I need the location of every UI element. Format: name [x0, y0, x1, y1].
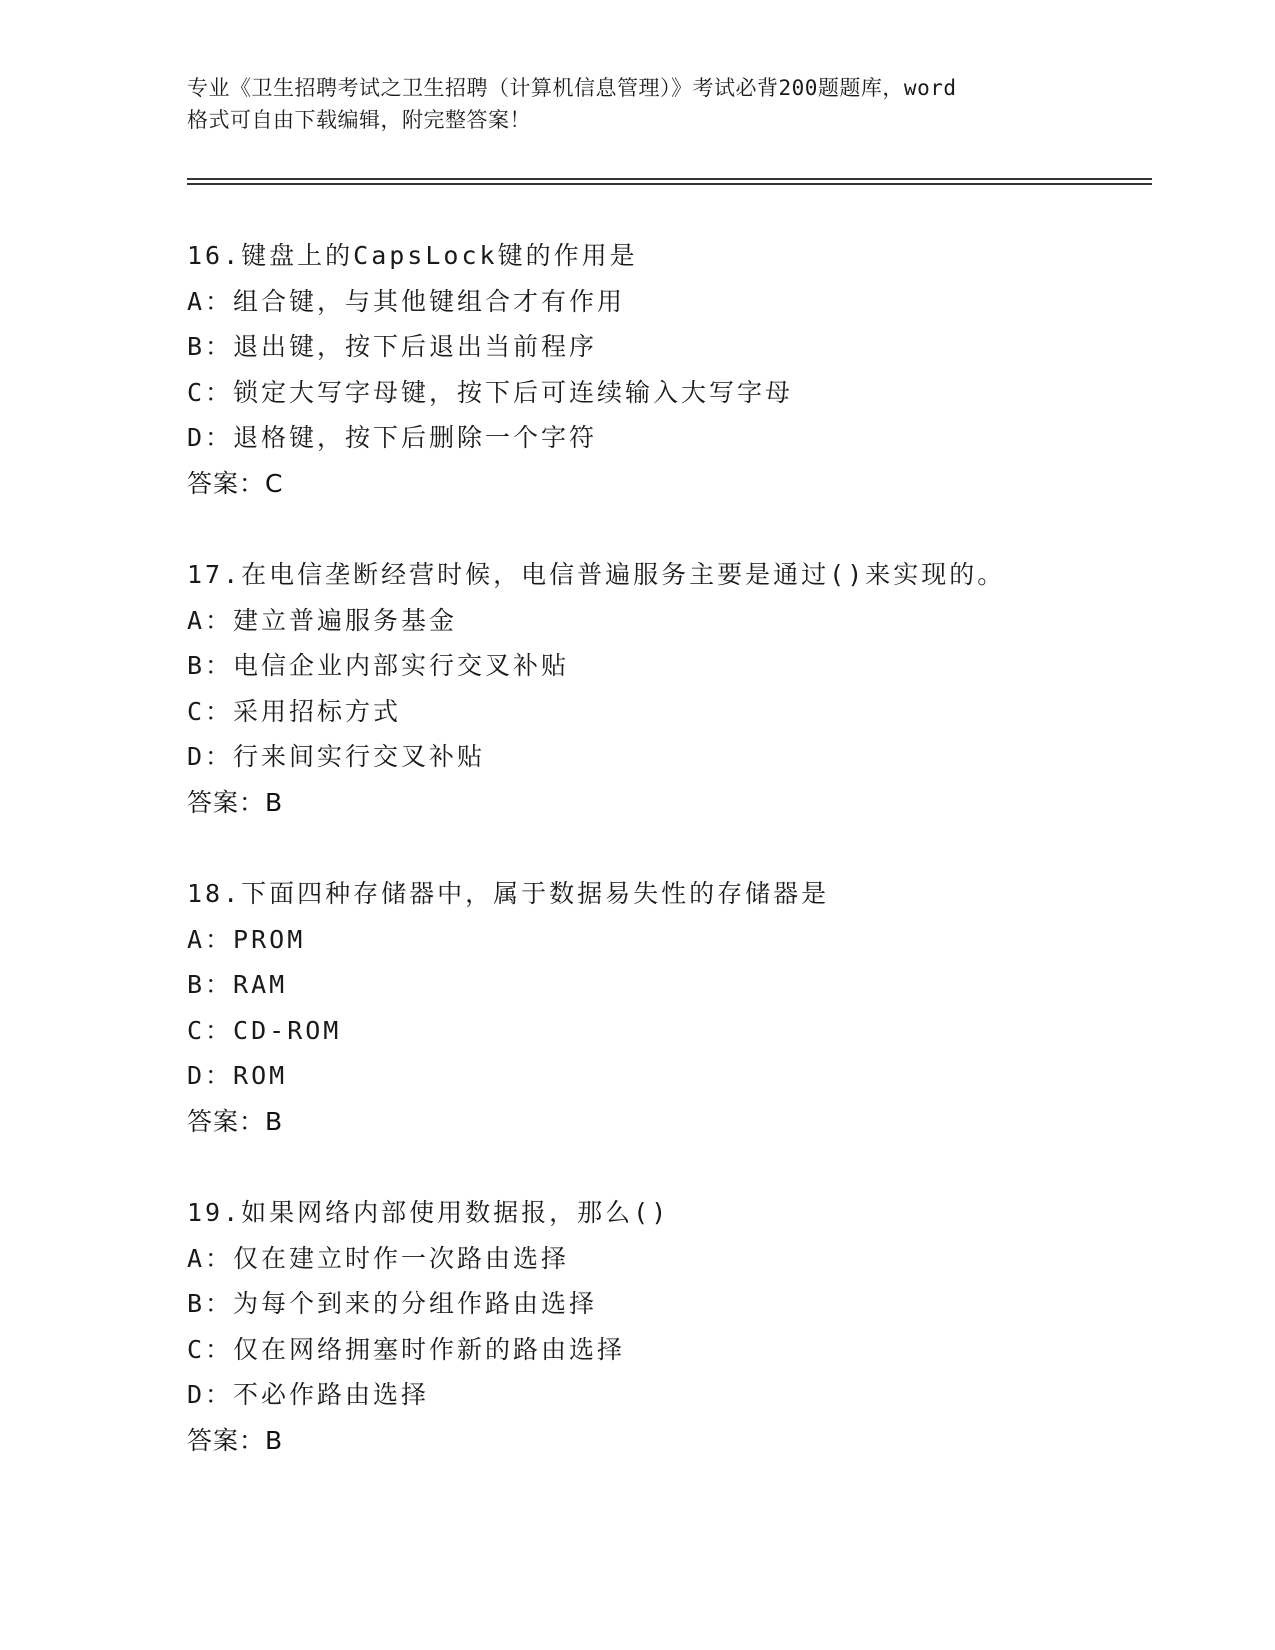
- header-divider-top: [187, 178, 1152, 180]
- option-d: D：退格键，按下后删除一个字符: [187, 423, 598, 452]
- header-line-2: 格式可自由下载编辑，附完整答案！: [187, 108, 531, 132]
- option-a: A：仅在建立时作一次路由选择: [187, 1243, 570, 1273]
- question-18: [187, 871, 1167, 1144]
- option-b: B：RAM: [187, 970, 288, 999]
- option-c: C：CD-ROM: [187, 1015, 342, 1045]
- answer-line: 答案：B: [187, 1425, 284, 1455]
- question-stem: 18.下面四种存储器中，属于数据易失性的存储器是: [187, 879, 830, 908]
- option-d: D：ROM: [187, 1061, 288, 1090]
- option-a: A：组合键，与其他键组合才有作用: [187, 286, 626, 316]
- option-c: C：采用招标方式: [187, 696, 402, 726]
- option-a: A：PROM: [187, 924, 306, 954]
- question-17: [187, 552, 1167, 825]
- question-19: [187, 1190, 1167, 1463]
- option-c: C：仅在网络拥塞时作新的路由选择: [187, 1334, 626, 1364]
- answer-line: 答案：B: [187, 787, 284, 817]
- question-stem: 16.键盘上的CapsLock键的作用是: [187, 241, 638, 270]
- option-b: B：电信企业内部实行交叉补贴: [187, 651, 570, 680]
- header-line-1: 专业《卫生招聘考试之卫生招聘（计算机信息管理）》考试必背200题题库，word: [187, 76, 957, 100]
- question-16: [187, 233, 1167, 506]
- question-stem: 19.如果网络内部使用数据报，那么(): [187, 1198, 670, 1227]
- option-b: B：退出键，按下后退出当前程序: [187, 332, 598, 361]
- answer-line: 答案：B: [187, 1106, 284, 1136]
- answer-line: 答案：C: [187, 468, 284, 498]
- option-b: B：为每个到来的分组作路由选择: [187, 1289, 598, 1318]
- header-divider-bottom: [187, 183, 1152, 185]
- option-d: D：不必作路由选择: [187, 1380, 430, 1409]
- option-a: A：建立普遍服务基金: [187, 605, 458, 635]
- option-c: C：锁定大写字母键，按下后可连续输入大写字母: [187, 377, 794, 407]
- document-header: [187, 72, 1087, 136]
- question-stem: 17.在电信垄断经营时候，电信普遍服务主要是通过()来实现的。: [187, 560, 1006, 589]
- option-d: D：行来间实行交叉补贴: [187, 742, 486, 771]
